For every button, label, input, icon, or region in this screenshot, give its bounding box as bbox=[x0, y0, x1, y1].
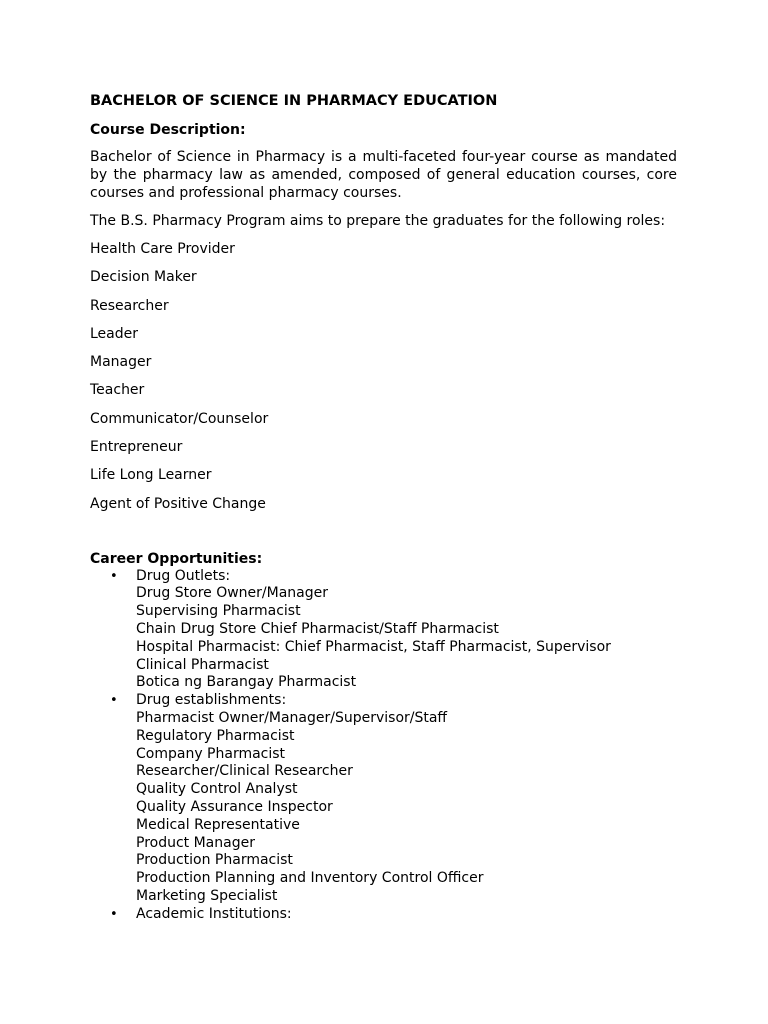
career-group-label: Academic Institutions: bbox=[136, 905, 292, 922]
career-item: Product Manager bbox=[136, 834, 255, 851]
career-items bbox=[136, 710, 677, 906]
role-item: Leader bbox=[90, 325, 139, 342]
program-aim-text: The B.S. Pharmacy Program aims to prepare the graduates for the following roles: bbox=[90, 213, 666, 229]
role-item: Health Care Provider bbox=[90, 241, 235, 257]
roles-list bbox=[90, 240, 677, 513]
career-item: Quality Control Analyst bbox=[136, 781, 298, 798]
career-item: Quality Assurance Inspector bbox=[136, 799, 333, 816]
bullet-icon: • bbox=[110, 568, 118, 584]
career-item: Drug Store Owner/Manager bbox=[136, 585, 328, 602]
role-item: Manager bbox=[90, 354, 152, 371]
career-item: Botica ng Barangay Pharmacist bbox=[136, 674, 357, 691]
role-item: Researcher bbox=[90, 297, 169, 314]
role-item: Agent of Positive Change bbox=[90, 495, 266, 512]
career-group-drug-establishments bbox=[90, 692, 677, 906]
role-item: Life Long Learner bbox=[90, 467, 212, 484]
role-item: Teacher bbox=[90, 382, 145, 399]
course-description-heading: Course Description: bbox=[90, 122, 246, 138]
role-item: Entrepreneur bbox=[90, 439, 183, 456]
career-item: Regulatory Pharmacist bbox=[136, 727, 295, 744]
career-item: Supervising Pharmacist bbox=[136, 603, 301, 620]
career-item: Pharmacist Owner/Manager/Supervisor/Staff bbox=[136, 710, 448, 727]
career-item: Medical Representative bbox=[136, 816, 300, 833]
document-page bbox=[90, 91, 677, 924]
career-item: Company Pharmacist bbox=[136, 745, 286, 762]
career-group-drug-outlets bbox=[90, 568, 677, 693]
career-item: Clinical Pharmacist bbox=[136, 656, 269, 673]
course-description-text: Bachelor of Science in Pharmacy is a multi-faceted four-year course as mandated by the pharmacy law as amended, composed of general education courses, core courses and professional pharmacy courses. bbox=[90, 149, 677, 201]
career-opportunities-heading: Career Opportunities: bbox=[90, 550, 263, 567]
career-list bbox=[90, 568, 677, 924]
career-item: Researcher/Clinical Researcher bbox=[136, 763, 353, 780]
career-group-label: Drug Outlets: bbox=[136, 567, 231, 584]
career-item: Marketing Specialist bbox=[136, 888, 278, 905]
bullet-icon: • bbox=[110, 693, 118, 709]
career-group-label: Drug establishments: bbox=[136, 692, 287, 709]
career-item: Production Planning and Inventory Control Officer bbox=[136, 870, 484, 887]
career-items bbox=[136, 585, 677, 692]
career-item: Chain Drug Store Chief Pharmacist/Staff Pharmacist bbox=[136, 621, 499, 638]
role-item: Communicator/Counselor bbox=[90, 410, 269, 427]
career-item: Production Pharmacist bbox=[136, 852, 293, 869]
career-group-academic-institutions bbox=[90, 906, 677, 924]
document-title: BACHELOR OF SCIENCE IN PHARMACY EDUCATION bbox=[90, 93, 498, 109]
career-item: Hospital Pharmacist: Chief Pharmacist, Staff Pharmacist, Supervisor bbox=[136, 638, 611, 655]
bullet-icon: • bbox=[110, 906, 118, 922]
role-item: Decision Maker bbox=[90, 269, 197, 286]
